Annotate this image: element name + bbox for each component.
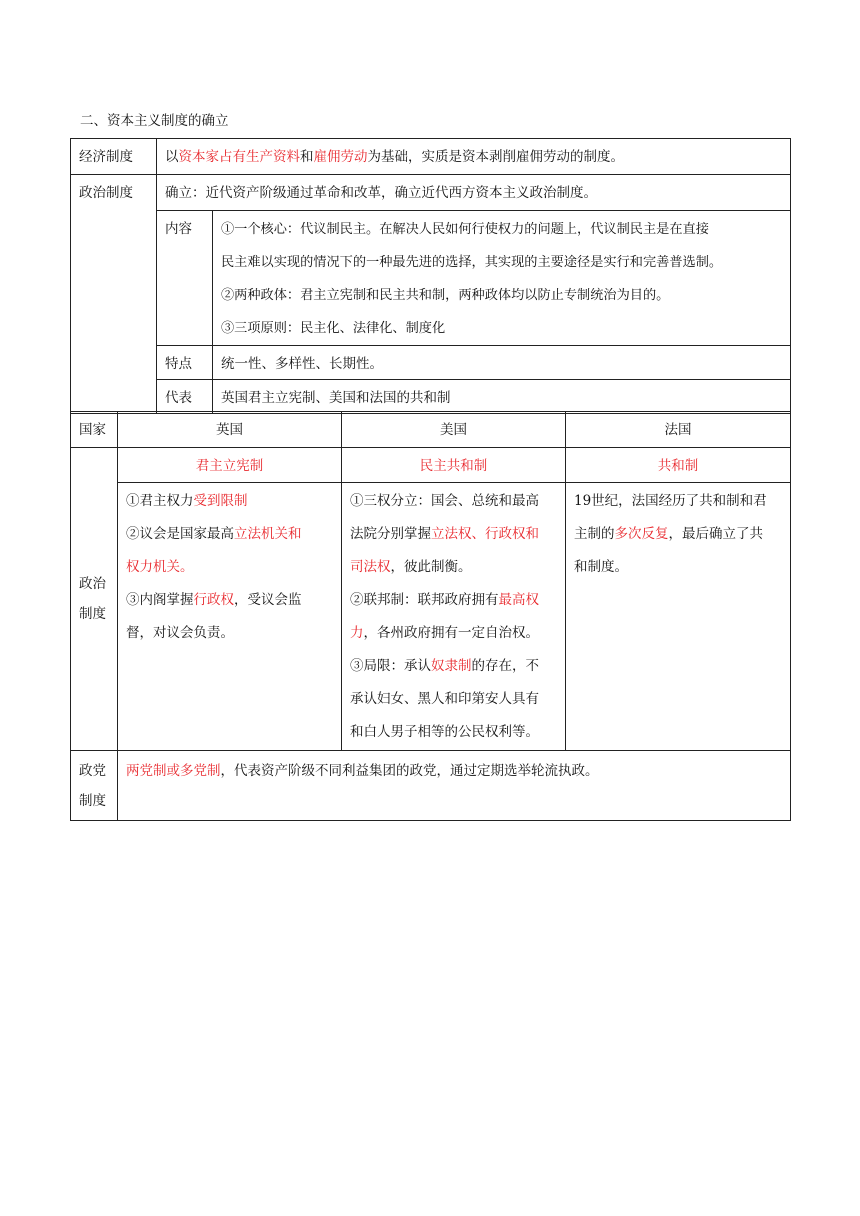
- highlight-text: 最高权: [498, 592, 539, 608]
- text-line: [350, 551, 557, 584]
- political-label: 政治制度: [71, 175, 157, 414]
- feature-text: 统一性、多样性、长期性。: [213, 346, 791, 380]
- body-text: 以: [165, 149, 179, 165]
- body-text: ③局限：承认: [350, 658, 431, 674]
- party-label: 政党 制度: [71, 751, 118, 821]
- highlight-text: 立法权、行政权和: [431, 526, 539, 542]
- text-line: [574, 485, 782, 518]
- highlight-text: 两党制或多党制: [126, 763, 221, 779]
- body-text: 和制度。: [574, 559, 628, 575]
- political-establish: 确立：近代资产阶级通过革命和改革，确立近代西方资本主义政治制度。: [157, 175, 791, 211]
- body-text: ①三权分立：国会、总统和最高: [350, 493, 539, 509]
- body-text: ，受议会监: [234, 592, 302, 608]
- us-system: 民主共和制: [342, 448, 566, 483]
- text-line: [126, 518, 333, 551]
- text-line: [350, 683, 557, 716]
- country-fr: 法国: [566, 412, 791, 448]
- body-text: 和白人男子相等的公民权利等。: [350, 724, 539, 740]
- body-text: 的存在，不: [471, 658, 539, 674]
- fr-details: [566, 483, 791, 751]
- rep-text: 英国君主立宪制、美国和法国的共和制: [213, 380, 791, 414]
- party-text: [118, 751, 791, 821]
- text-line: ③三项原则：民主化、法律化、制度化: [221, 321, 446, 336]
- body-text: ③内阁掌握: [126, 592, 194, 608]
- highlight-text: 权力机关。: [126, 559, 194, 575]
- body-text: ②议会是国家最高: [126, 526, 234, 542]
- text-line: [574, 551, 782, 584]
- uk-system: 君主立宪制: [118, 448, 342, 483]
- text-line: [350, 485, 557, 518]
- uk-details: [118, 483, 342, 751]
- body-text: 和: [300, 149, 314, 165]
- text-line: [350, 716, 557, 749]
- text-line: [350, 617, 557, 650]
- body-text: ，代表资产阶级不同利益集团的政党，通过定期选举轮流执政。: [220, 763, 599, 779]
- system-table: [70, 138, 791, 414]
- body-text: 为基础，实质是资本剥削雇佣劳动的制度。: [367, 149, 624, 165]
- text-line: ②两种政体：君主立宪制和民主共和制，两种政体均以防止专制统治为目的。: [221, 288, 670, 303]
- economic-label: 经济制度: [71, 139, 157, 175]
- economic-text: [157, 139, 791, 175]
- content-text: [213, 211, 791, 346]
- us-details: [342, 483, 566, 751]
- text-line: [574, 518, 782, 551]
- fr-system: 共和制: [566, 448, 791, 483]
- highlight-text: 行政权: [193, 592, 234, 608]
- body-text: 督，对议会负责。: [126, 625, 234, 641]
- text-line: [350, 584, 557, 617]
- body-text: 法院分别掌握: [350, 526, 431, 542]
- highlight-text: 立法机关和: [234, 526, 302, 542]
- text-line: [126, 551, 333, 584]
- country-table: [70, 411, 791, 821]
- highlight-text: 力: [350, 625, 364, 641]
- highlight-text: 奴隶制: [431, 658, 472, 674]
- text-line: [126, 485, 333, 518]
- text-line: [350, 518, 557, 551]
- country-uk: 英国: [118, 412, 342, 448]
- body-text: ，最后确立了共: [668, 526, 763, 542]
- country-header-label: 国家: [71, 412, 118, 448]
- country-us: 美国: [342, 412, 566, 448]
- text-line: 民主难以实现的情况下的一种最先进的选择，其实现的主要途径是实行和完善普选制。: [221, 255, 723, 270]
- rep-label: 代表: [157, 380, 213, 414]
- highlight-text: 资本家占有生产资料: [178, 149, 300, 165]
- feature-label: 特点: [157, 346, 213, 380]
- body-text: 19世纪，法国经历了共和制和君: [574, 493, 767, 509]
- body-text: ，各州政府拥有一定自治权。: [363, 625, 539, 641]
- body-text: 主制的: [574, 526, 615, 542]
- country-politics-label: 政治 制度: [71, 448, 118, 751]
- body-text: ②联邦制：联邦政府拥有: [350, 592, 499, 608]
- highlight-text: 受到限制: [193, 493, 248, 509]
- highlight-text: 多次反复: [614, 526, 669, 542]
- body-text: ①君主权力: [126, 493, 194, 509]
- highlight-text: 雇佣劳动: [313, 149, 368, 165]
- text-line: [350, 650, 557, 683]
- highlight-text: 司法权: [350, 559, 391, 575]
- text-line: [126, 584, 333, 617]
- content-label: 内容: [157, 211, 213, 346]
- text-line: ①一个核心：代议制民主。在解决人民如何行使权力的问题上，代议制民主是在直接: [221, 222, 709, 237]
- body-text: 承认妇女、黑人和印第安人具有: [350, 691, 539, 707]
- body-text: ，彼此制衡。: [390, 559, 472, 575]
- text-line: [126, 617, 333, 650]
- section-title: 二、资本主义制度的确立: [80, 113, 229, 129]
